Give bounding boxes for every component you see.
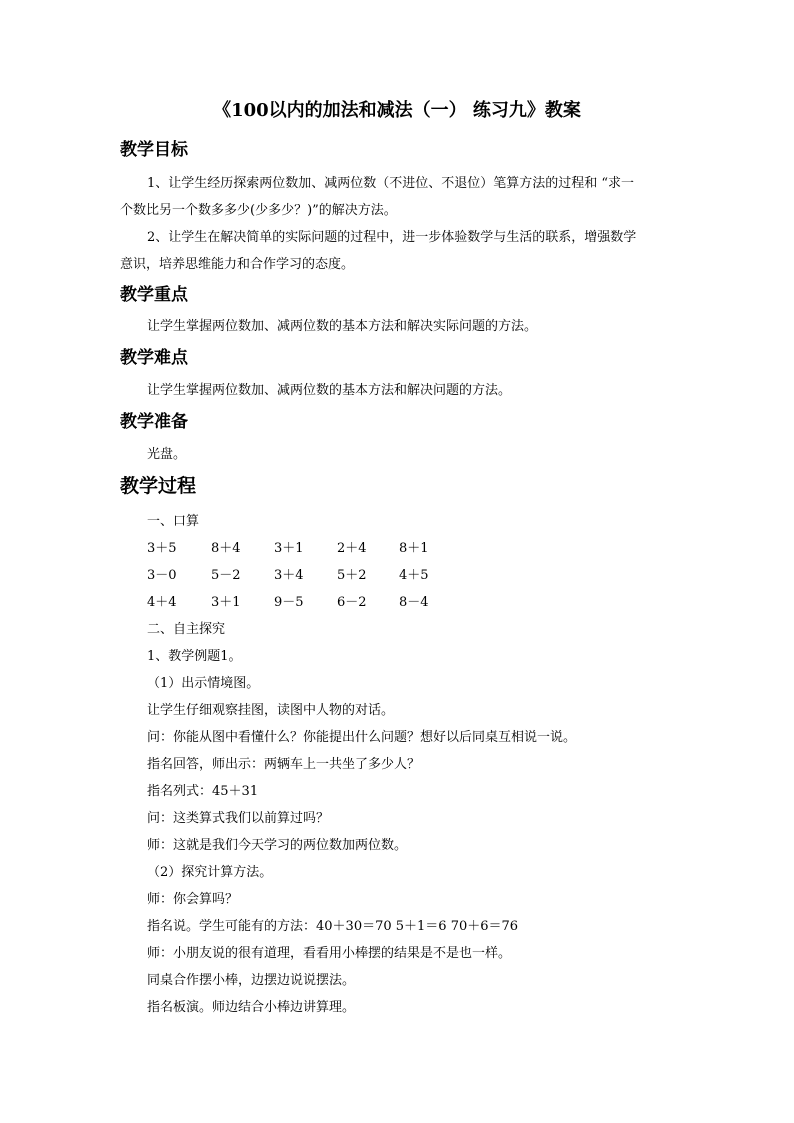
goal-1-line-1: 1、让学生经历探索两位数加、减两位数（不进位、不退位）笔算方法的过程和 “求一 <box>147 176 635 191</box>
oral-item: 8＋4 <box>211 541 241 556</box>
key-points-text: 让学生掌握两位数加、减两位数的基本方法和解决实际问题的方法。 <box>147 319 538 334</box>
heading-process: 教学过程 <box>120 475 197 497</box>
process-line: 师：小朋友说的很有道理，看看用小棒摆的结果是不是也一样。 <box>147 946 512 961</box>
oral-item: 5＋2 <box>337 568 367 583</box>
oral-item: 3＋4 <box>274 568 304 583</box>
process-line: 师：你会算吗？ <box>147 892 239 907</box>
process-line: （2）探究计算方法。 <box>147 865 273 880</box>
oral-item: 4＋4 <box>147 595 177 610</box>
process-line: 问：你能从图中看懂什么？你能提出什么问题？想好以后同桌互相说一说。 <box>147 730 577 745</box>
oral-item: 8＋1 <box>399 541 429 556</box>
oral-item: 3－0 <box>147 568 177 583</box>
process-line: 指名回答，师出示：两辆车上一共坐了多少人？ <box>147 757 421 772</box>
oral-heading: 一、口算 <box>147 514 200 529</box>
document-title: 《100以内的加法和减法（一） 练习九》教案 <box>213 100 581 121</box>
heading-preparation: 教学准备 <box>120 412 188 432</box>
heading-difficulties: 教学难点 <box>120 348 188 368</box>
process-line: 让学生仔细观察挂图，读图中人物的对话。 <box>147 703 395 718</box>
oral-item: 2＋4 <box>337 541 367 556</box>
process-line: 二、自主探究 <box>147 622 226 637</box>
oral-item: 4＋5 <box>399 568 429 583</box>
oral-item: 3＋5 <box>147 541 177 556</box>
process-line: 问：这类算式我们以前算过吗？ <box>147 811 330 826</box>
process-line: （1）出示情境图。 <box>147 676 260 691</box>
goal-2-line-2: 意识，培养思维能力和合作学习的态度。 <box>120 257 355 272</box>
oral-item: 9－5 <box>274 595 304 610</box>
process-line: 指名板演。师边结合小棒边讲算理。 <box>147 1000 356 1015</box>
process-line: 指名说。学生可能有的方法：40＋30＝70 5＋1＝6 70＋6＝76 <box>147 919 519 934</box>
oral-item: 3＋1 <box>211 595 241 610</box>
heading-goals: 教学目标 <box>120 140 188 160</box>
goal-1-line-2: 个数比另一个数多多少(少多少？)”的解决方法。 <box>120 203 397 218</box>
oral-item: 6－2 <box>337 595 367 610</box>
difficulties-text: 让学生掌握两位数加、减两位数的基本方法和解决问题的方法。 <box>147 383 512 398</box>
process-line: 同桌合作摆小棒，边摆边说说摆法。 <box>147 973 356 988</box>
process-line: 1、教学例题1。 <box>147 649 242 664</box>
oral-item: 8－4 <box>399 595 429 610</box>
goal-2-line-1: 2、让学生在解决简单的实际问题的过程中，进一步体验数学与生活的联系，增强数学 <box>147 230 637 245</box>
process-line: 指名列式：45＋31 <box>147 784 259 799</box>
preparation-text: 光盘。 <box>147 447 187 462</box>
oral-item: 3＋1 <box>274 541 304 556</box>
oral-item: 5－2 <box>211 568 241 583</box>
heading-key-points: 教学重点 <box>120 285 188 305</box>
process-line: 师：这就是我们今天学习的两位数加两位数。 <box>147 838 408 853</box>
